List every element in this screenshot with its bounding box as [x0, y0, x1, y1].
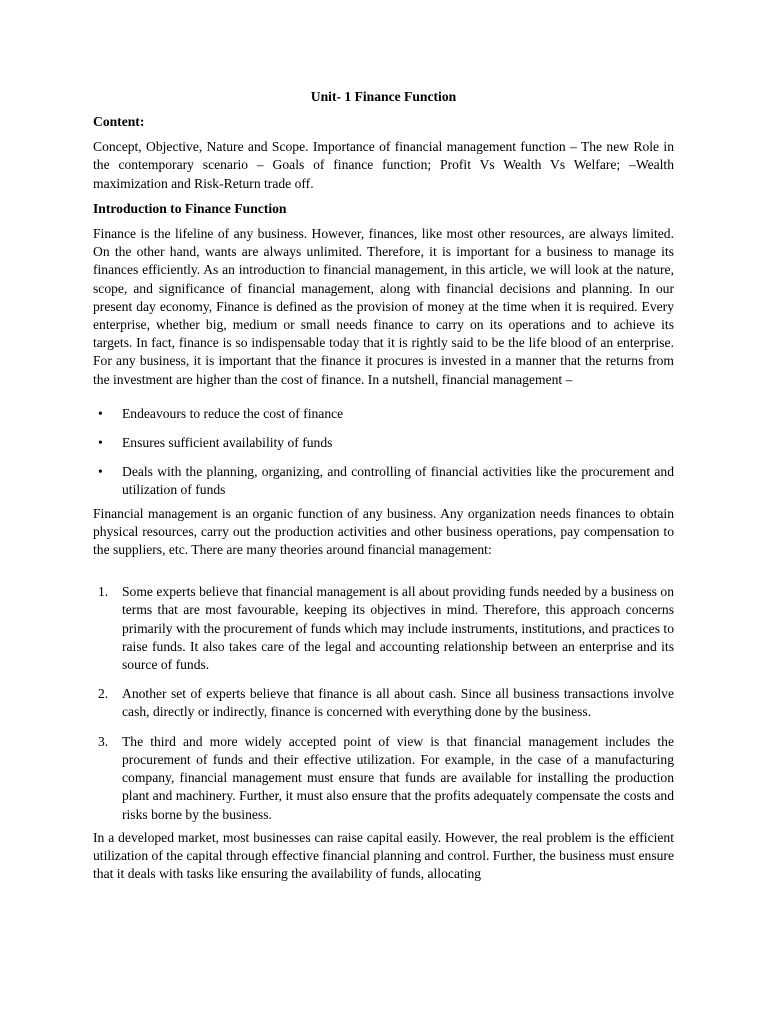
list-text: Another set of experts believe that finance is all about cash. Since all business transactions involve cash, directly or indirectly, finance is concerned with everything done by the business.	[122, 686, 674, 720]
bullet-text: Endeavours to reduce the cost of finance	[122, 405, 344, 421]
theories-list	[93, 583, 674, 823]
list-number: 1.	[98, 584, 109, 600]
bullet-icon: •	[98, 405, 103, 421]
intro-paragraph: Finance is the lifeline of any business. However, finances, like most other resources, are always limited. On the other hand, wants are always unlimited. Therefore, it is important for a business to manage its finances efficiently. As an introduction to financial management, in this article, we will look at the nature, scope, and significance of financial management, along with financial decisions and planning. In our present day economy, Finance is defined as the provision of money at the time when it is required. Every enterprise, whether big, medium or small needs finance to carry on its operations and to achieve its targets. In fact, finance is so indispensable today that it is rightly said to be the life blood of an enterprise. For any business, it is important that the finance it procures is invested in a manner that the returns from the investment are higher than the cost of finance. In a nutshell, financial management –	[93, 226, 674, 387]
list-text: Some experts believe that financial management is all about providing funds needed by a business on terms that are most favourable, keeping its objectives in mind. Therefore, this approach concerns primarily with the procurement of funds which may include instruments, institutions, and practices to raise funds. It also takes care of the legal and accounting relationship between an enterprise and its source of funds.	[122, 584, 674, 673]
list-item	[93, 463, 674, 499]
list-item	[93, 733, 674, 824]
bullet-icon: •	[98, 464, 103, 480]
content-text: Concept, Objective, Nature and Scope. Importance of financial management function – The new Role in the contemporary scenario – Goals of finance function; Profit Vs Wealth Vs Welfare; –Wealth maximization and Risk-Return trade off.	[93, 139, 674, 191]
intro-heading: Introduction to Finance Function	[93, 200, 287, 216]
bullet-text: Ensures sufficient availability of funds	[122, 435, 333, 451]
organic-paragraph: Financial management is an organic function of any business. Any organization needs finances to obtain physical resources, carry out the production activities and other business operations, pay compensation to the suppliers, etc. There are many theories around financial management:	[93, 505, 674, 558]
content-heading: Content:	[93, 114, 145, 129]
closing-paragraph: In a developed market, most businesses can raise capital easily. However, the real problem is the efficient utilization of the capital through effective financial planning and control. Further, the business must ensure that it deals with tasks like ensuring the availability of funds, allocating	[93, 829, 674, 882]
page-title: Unit- 1 Finance Function	[310, 89, 457, 104]
list-item	[93, 434, 674, 452]
list-number: 3.	[98, 733, 109, 749]
bullet-list	[93, 405, 674, 500]
list-item	[93, 405, 674, 423]
list-number: 2.	[98, 686, 109, 702]
list-item	[93, 583, 674, 674]
bullet-icon: •	[98, 435, 103, 451]
list-text: The third and more widely accepted point of view is that financial management includes the procurement of funds and their effective utilization. For example, in the case of a manufacturing company, financial management must ensure that funds are available for installing the production plant and machinery. Further, it must also ensure that the profits adequately compensate the costs and risks borne by the business.	[122, 733, 674, 822]
list-item	[93, 685, 674, 721]
bullet-text: Deals with the planning, organizing, and controlling of financial activities like the procurement and utilization of funds	[122, 464, 674, 498]
